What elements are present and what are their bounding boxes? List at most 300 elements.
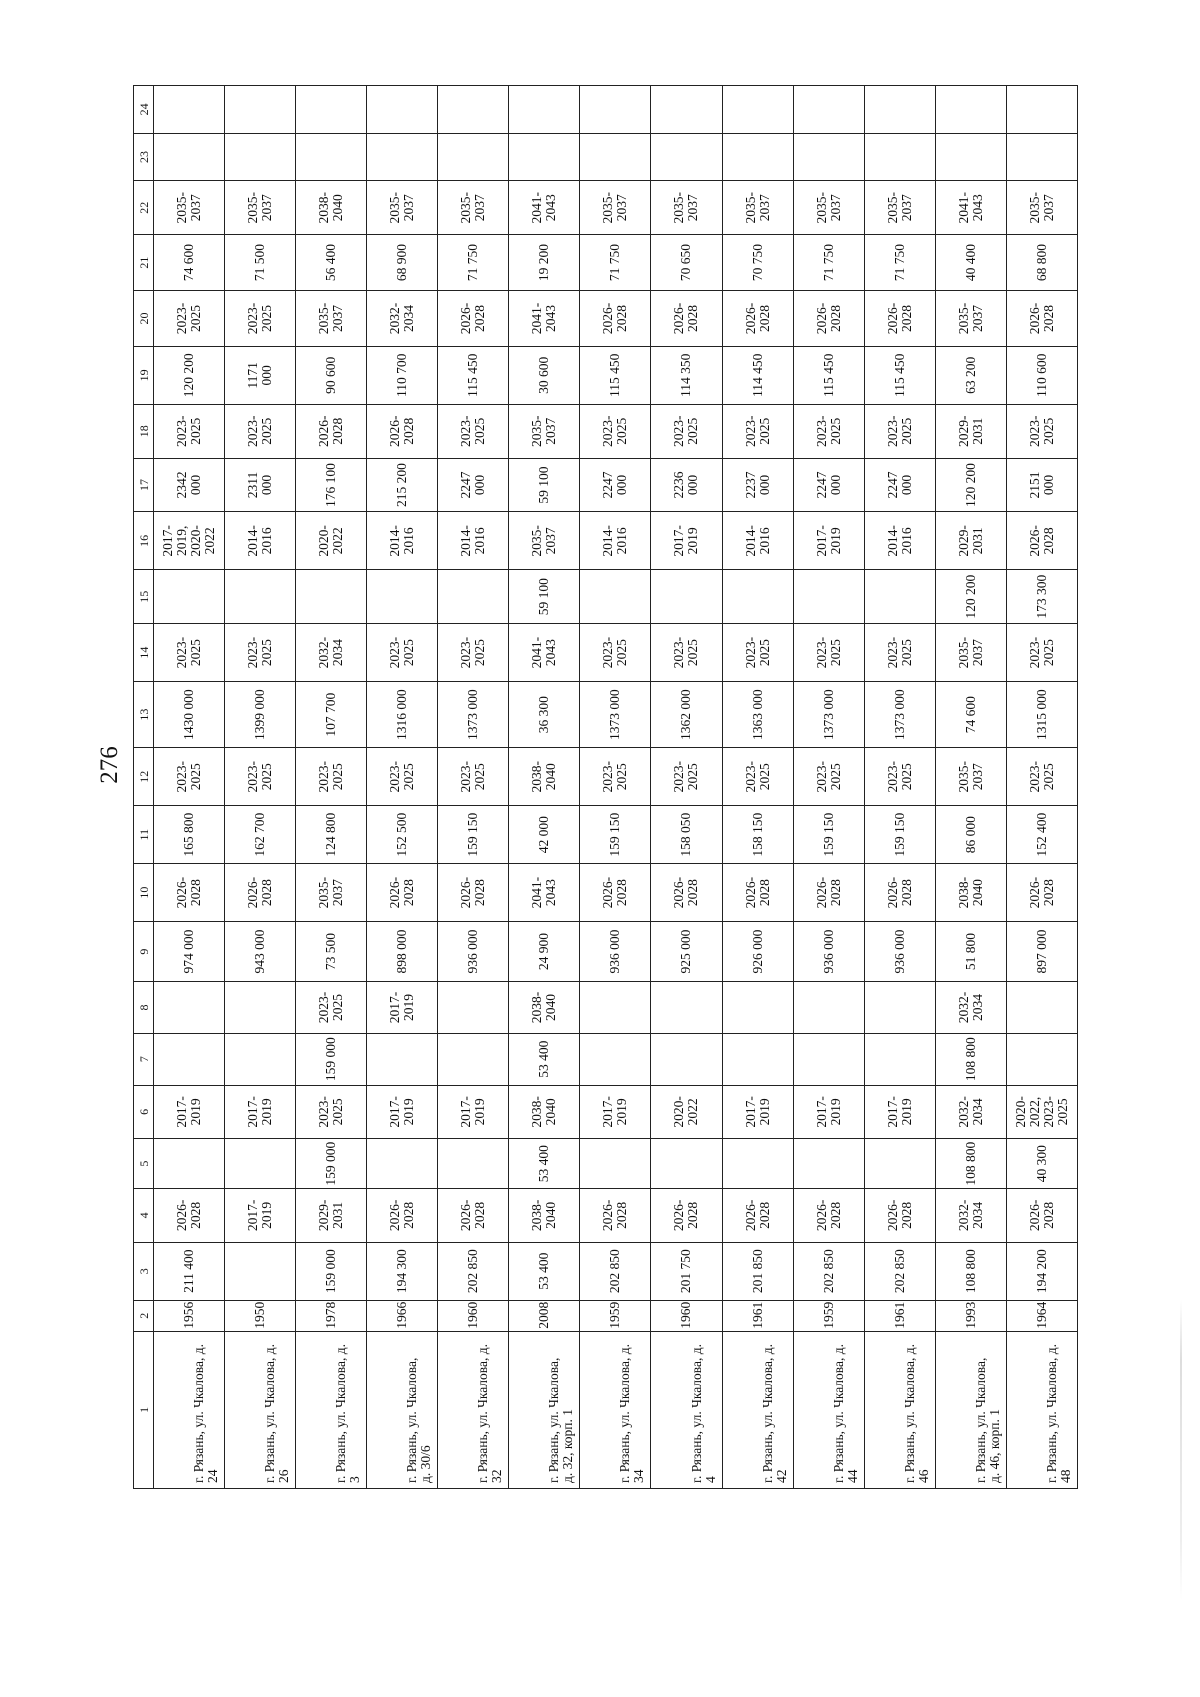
- page-number: 276: [96, 746, 123, 784]
- table-cell-col-12: 2023- 2025: [864, 748, 935, 806]
- table-cell-col-5: 40 300: [1006, 1139, 1077, 1189]
- table-cell-col-14: 2023- 2025: [580, 624, 651, 682]
- table-cell-col-18: 2035- 2037: [509, 404, 580, 458]
- table-cell-col-22: 2035- 2037: [722, 181, 793, 235]
- table-cell-col-16: 2014- 2016: [367, 512, 438, 570]
- table-cell-col-4: 2026- 2028: [438, 1188, 509, 1242]
- table-cell-col-5: [154, 1139, 225, 1189]
- table-cell-col-15: [154, 570, 225, 624]
- table-cell-col-23: [296, 133, 367, 181]
- table-cell-col-9: 51 800: [935, 922, 1006, 982]
- table-cell-col-24: [438, 86, 509, 134]
- table-cell-col-19: 1171 000: [225, 346, 296, 404]
- table-cell-col-11: 162 700: [225, 806, 296, 864]
- table-cell-col-23: [651, 133, 722, 181]
- table-cell-col-12: 2023- 2025: [296, 748, 367, 806]
- table-cell-col-15: [722, 570, 793, 624]
- table-cell-col-21: 71 750: [793, 235, 864, 291]
- table-cell-col-17: 2247 000: [793, 458, 864, 512]
- table-cell-col-16: 2014- 2016: [438, 512, 509, 570]
- table-cell-col-11: 152 400: [1006, 806, 1077, 864]
- table-cell-col-8: [438, 982, 509, 1034]
- table-cell-col-13: 36 300: [509, 682, 580, 748]
- column-number-16: 16: [134, 512, 154, 570]
- table-cell-col-7: [225, 1033, 296, 1085]
- table-cell-col-23: [793, 133, 864, 181]
- table-cell-col-3: 201 850: [722, 1242, 793, 1300]
- table-cell-col-10: 2026- 2028: [793, 864, 864, 922]
- address-cell: г. Рязань, ул. Чкалова, д. 26: [225, 1331, 296, 1488]
- table-cell-col-21: 40 400: [935, 235, 1006, 291]
- table-cell-col-11: 86 000: [935, 806, 1006, 864]
- table-cell-col-21: 70 750: [722, 235, 793, 291]
- table-cell-col-18: 2023- 2025: [580, 404, 651, 458]
- table-row: [367, 86, 438, 1489]
- table-cell-col-4: 2029- 2031: [296, 1188, 367, 1242]
- table-cell-col-7: 53 400: [509, 1033, 580, 1085]
- table-cell-col-17: 2247 000: [580, 458, 651, 512]
- table-cell-col-9: 974 000: [154, 922, 225, 982]
- address-cell: г. Рязань, ул. Чкалова, д. 32: [438, 1331, 509, 1488]
- table-cell-col-5: 159 000: [296, 1139, 367, 1189]
- table-row: [1006, 86, 1077, 1489]
- column-number-3: 3: [134, 1242, 154, 1300]
- table-cell-col-18: 2023- 2025: [651, 404, 722, 458]
- table-cell-col-22: 2035- 2037: [438, 181, 509, 235]
- table-cell-col-13: 107 700: [296, 682, 367, 748]
- table-cell-col-6: 2017- 2019: [367, 1085, 438, 1139]
- table-cell-col-5: [580, 1139, 651, 1189]
- table-cell-col-23: [438, 133, 509, 181]
- table-cell-col-7: [1006, 1033, 1077, 1085]
- column-number-8: 8: [134, 982, 154, 1034]
- table-cell-col-4: 2026- 2028: [580, 1188, 651, 1242]
- table-cell-col-14: 2041- 2043: [509, 624, 580, 682]
- table-cell-col-2: 1961: [722, 1300, 793, 1331]
- table-cell-col-8: [651, 982, 722, 1034]
- table-cell-col-16: 2014- 2016: [722, 512, 793, 570]
- table-cell-col-11: 158 150: [722, 806, 793, 864]
- table-cell-col-16: 2014- 2016: [225, 512, 296, 570]
- table-cell-col-4: 2026- 2028: [722, 1188, 793, 1242]
- table-cell-col-15: 173 300: [1006, 570, 1077, 624]
- table-cell-col-12: 2023- 2025: [154, 748, 225, 806]
- table-cell-col-8: [154, 982, 225, 1034]
- table-cell-col-21: 71 750: [580, 235, 651, 291]
- column-number-4: 4: [134, 1188, 154, 1242]
- table-cell-col-20: 2023- 2025: [225, 291, 296, 347]
- table-cell-col-8: [1006, 982, 1077, 1034]
- table-cell-col-20: 2026- 2028: [722, 291, 793, 347]
- table-cell-col-3: [225, 1242, 296, 1300]
- table-cell-col-24: [225, 86, 296, 134]
- table-cell-col-5: 108 800: [935, 1139, 1006, 1189]
- column-number-1: 1: [134, 1331, 154, 1488]
- table-cell-col-16: 2014- 2016: [580, 512, 651, 570]
- table-cell-col-24: [1006, 86, 1077, 134]
- rotated-table-frame: [133, 85, 1078, 1489]
- table-cell-col-20: 2026- 2028: [651, 291, 722, 347]
- table-cell-col-14: 2032- 2034: [296, 624, 367, 682]
- column-number-24: 24: [134, 86, 154, 134]
- table-cell-col-11: 159 150: [793, 806, 864, 864]
- table-cell-col-12: 2038- 2040: [509, 748, 580, 806]
- table-cell-col-17: 120 200: [935, 458, 1006, 512]
- table-cell-col-3: 53 400: [509, 1242, 580, 1300]
- table-cell-col-22: 2035- 2037: [225, 181, 296, 235]
- column-number-10: 10: [134, 864, 154, 922]
- table-cell-col-20: 2041- 2043: [509, 291, 580, 347]
- table-cell-col-6: 2017- 2019: [438, 1085, 509, 1139]
- table-cell-col-6: 2017- 2019: [722, 1085, 793, 1139]
- table-cell-col-12: 2023- 2025: [225, 748, 296, 806]
- table-cell-col-19: 115 450: [438, 346, 509, 404]
- table-cell-col-3: 211 400: [154, 1242, 225, 1300]
- table-cell-col-19: 115 450: [864, 346, 935, 404]
- table-cell-col-24: [651, 86, 722, 134]
- table-cell-col-8: 2032- 2034: [935, 982, 1006, 1034]
- table-cell-col-9: 24 900: [509, 922, 580, 982]
- table-cell-col-24: [367, 86, 438, 134]
- column-number-18: 18: [134, 404, 154, 458]
- column-number-19: 19: [134, 346, 154, 404]
- table-cell-col-9: 936 000: [580, 922, 651, 982]
- table-cell-col-8: [225, 982, 296, 1034]
- column-number-15: 15: [134, 570, 154, 624]
- table-cell-col-5: [438, 1139, 509, 1189]
- table-cell-col-4: 2026- 2028: [651, 1188, 722, 1242]
- column-number-21: 21: [134, 235, 154, 291]
- table-cell-col-3: 202 850: [793, 1242, 864, 1300]
- table-cell-col-14: 2023- 2025: [225, 624, 296, 682]
- table-cell-col-17: 59 100: [509, 458, 580, 512]
- table-cell-col-18: 2026- 2028: [296, 404, 367, 458]
- table-cell-col-4: 2026- 2028: [864, 1188, 935, 1242]
- table-cell-col-22: 2035- 2037: [864, 181, 935, 235]
- column-number-6: 6: [134, 1085, 154, 1139]
- table-cell-col-13: 1399 000: [225, 682, 296, 748]
- table-cell-col-2: 1966: [367, 1300, 438, 1331]
- table-cell-col-9: 926 000: [722, 922, 793, 982]
- table-cell-col-20: 2026- 2028: [864, 291, 935, 347]
- table-row: [935, 86, 1006, 1489]
- address-cell: г. Рязань, ул. Чкалова, д. 44: [793, 1331, 864, 1488]
- table-cell-col-11: 159 150: [438, 806, 509, 864]
- column-number-23: 23: [134, 133, 154, 181]
- table-cell-col-4: 2026- 2028: [793, 1188, 864, 1242]
- table-cell-col-9: 943 000: [225, 922, 296, 982]
- table-cell-col-2: 1964: [1006, 1300, 1077, 1331]
- column-number-11: 11: [134, 806, 154, 864]
- table-cell-col-12: 2023- 2025: [793, 748, 864, 806]
- table-cell-col-14: 2035- 2037: [935, 624, 1006, 682]
- table-cell-col-24: [793, 86, 864, 134]
- table-cell-col-7: [864, 1033, 935, 1085]
- table-cell-col-17: 2311 000: [225, 458, 296, 512]
- table-cell-col-7: [722, 1033, 793, 1085]
- table-cell-col-6: 2017- 2019: [793, 1085, 864, 1139]
- table-cell-col-22: 2035- 2037: [651, 181, 722, 235]
- table-cell-col-18: 2023- 2025: [225, 404, 296, 458]
- table-cell-col-24: [864, 86, 935, 134]
- table-cell-col-10: 2035- 2037: [296, 864, 367, 922]
- table-cell-col-14: 2023- 2025: [864, 624, 935, 682]
- address-cell: г. Рязань, ул. Чкалова, д. 46: [864, 1331, 935, 1488]
- table-cell-col-17: 215 200: [367, 458, 438, 512]
- address-cell: г. Рязань, ул. Чкалова, д. 48: [1006, 1331, 1077, 1488]
- table-cell-col-22: 2035- 2037: [580, 181, 651, 235]
- table-cell-col-2: 1956: [154, 1300, 225, 1331]
- address-cell: г. Рязань, ул. Чкалова, д. 42: [722, 1331, 793, 1488]
- table-cell-col-18: 2023- 2025: [154, 404, 225, 458]
- table-cell-col-24: [154, 86, 225, 134]
- table-cell-col-15: [864, 570, 935, 624]
- table-cell-col-13: 1373 000: [580, 682, 651, 748]
- table-cell-col-24: [722, 86, 793, 134]
- table-cell-col-5: [367, 1139, 438, 1189]
- table-cell-col-11: 159 150: [864, 806, 935, 864]
- table-cell-col-8: 2023- 2025: [296, 982, 367, 1034]
- column-number-2: 2: [134, 1300, 154, 1331]
- table-cell-col-5: 53 400: [509, 1139, 580, 1189]
- table-cell-col-13: 1362 000: [651, 682, 722, 748]
- table-cell-col-17: 2342 000: [154, 458, 225, 512]
- table-cell-col-19: 114 450: [722, 346, 793, 404]
- table-cell-col-23: [935, 133, 1006, 181]
- column-number-17: 17: [134, 458, 154, 512]
- table-cell-col-13: 1316 000: [367, 682, 438, 748]
- scan-edge-mark: [1180, 1300, 1182, 1600]
- table-cell-col-13: 1373 000: [864, 682, 935, 748]
- table-cell-col-6: 2017- 2019: [580, 1085, 651, 1139]
- table-cell-col-12: 2035- 2037: [935, 748, 1006, 806]
- table-cell-col-15: 59 100: [509, 570, 580, 624]
- column-number-20: 20: [134, 291, 154, 347]
- table-cell-col-23: [1006, 133, 1077, 181]
- table-cell-col-22: 2035- 2037: [1006, 181, 1077, 235]
- table-cell-col-2: 1959: [580, 1300, 651, 1331]
- table-cell-col-18: 2023- 2025: [1006, 404, 1077, 458]
- table-cell-col-21: 71 500: [225, 235, 296, 291]
- table-cell-col-20: 2035- 2037: [296, 291, 367, 347]
- table-cell-col-4: 2026- 2028: [1006, 1188, 1077, 1242]
- table-cell-col-18: 2026- 2028: [367, 404, 438, 458]
- table-cell-col-19: 110 700: [367, 346, 438, 404]
- table-cell-col-21: 56 400: [296, 235, 367, 291]
- table-cell-col-2: 1961: [864, 1300, 935, 1331]
- table-cell-col-8: [580, 982, 651, 1034]
- table-cell-col-5: [225, 1139, 296, 1189]
- table-cell-col-12: 2023- 2025: [367, 748, 438, 806]
- table-cell-col-7: [438, 1033, 509, 1085]
- table-cell-col-17: 2247 000: [438, 458, 509, 512]
- table-cell-col-9: 897 000: [1006, 922, 1077, 982]
- table-cell-col-13: 1315 000: [1006, 682, 1077, 748]
- table-cell-col-23: [509, 133, 580, 181]
- column-number-7: 7: [134, 1033, 154, 1085]
- table-cell-col-11: 158 050: [651, 806, 722, 864]
- table-cell-col-7: 108 800: [935, 1033, 1006, 1085]
- table-cell-col-10: 2026- 2028: [651, 864, 722, 922]
- table-cell-col-13: 1373 000: [793, 682, 864, 748]
- column-number-9: 9: [134, 922, 154, 982]
- address-cell: г. Рязань, ул. Чкалова, д. 32, корп. 1: [509, 1331, 580, 1488]
- table-cell-col-18: 2023- 2025: [793, 404, 864, 458]
- table-cell-col-20: 2032- 2034: [367, 291, 438, 347]
- table-cell-col-20: 2026- 2028: [793, 291, 864, 347]
- table-cell-col-17: 2151 000: [1006, 458, 1077, 512]
- table-cell-col-23: [580, 133, 651, 181]
- address-cell: г. Рязань, ул. Чкалова, д. 34: [580, 1331, 651, 1488]
- table-cell-col-4: 2017- 2019: [225, 1188, 296, 1242]
- table-cell-col-20: 2026- 2028: [438, 291, 509, 347]
- table-cell-col-22: 2041- 2043: [935, 181, 1006, 235]
- table-cell-col-8: 2017- 2019: [367, 982, 438, 1034]
- table-cell-col-7: [580, 1033, 651, 1085]
- table-cell-col-4: 2032- 2034: [935, 1188, 1006, 1242]
- table-cell-col-14: 2023- 2025: [722, 624, 793, 682]
- table-cell-col-18: 2023- 2025: [864, 404, 935, 458]
- table-row: [651, 86, 722, 1489]
- table-row: [722, 86, 793, 1489]
- table-cell-col-7: [793, 1033, 864, 1085]
- table-cell-col-6: 2038- 2040: [509, 1085, 580, 1139]
- table-cell-col-5: [722, 1139, 793, 1189]
- table-cell-col-22: 2038- 2040: [296, 181, 367, 235]
- table-cell-col-14: 2023- 2025: [793, 624, 864, 682]
- table-cell-col-17: 2247 000: [864, 458, 935, 512]
- table-cell-col-8: 2038- 2040: [509, 982, 580, 1034]
- table-cell-col-17: 2236 000: [651, 458, 722, 512]
- table-row: [225, 86, 296, 1489]
- column-number-5: 5: [134, 1139, 154, 1189]
- table-cell-col-19: 114 350: [651, 346, 722, 404]
- table-cell-col-2: 1960: [651, 1300, 722, 1331]
- table-cell-col-13: 1373 000: [438, 682, 509, 748]
- table-cell-col-18: 2029- 2031: [935, 404, 1006, 458]
- table-cell-col-10: 2026- 2028: [154, 864, 225, 922]
- table-cell-col-16: 2017- 2019: [651, 512, 722, 570]
- table-cell-col-19: 115 450: [793, 346, 864, 404]
- table-cell-col-2: 1978: [296, 1300, 367, 1331]
- table-cell-col-10: 2026- 2028: [438, 864, 509, 922]
- rotated-table-container: [133, 85, 1078, 1489]
- table-cell-col-16: 2017- 2019, 2020- 2022: [154, 512, 225, 570]
- table-cell-col-4: 2026- 2028: [367, 1188, 438, 1242]
- table-cell-col-20: 2023- 2025: [154, 291, 225, 347]
- table-cell-col-7: [154, 1033, 225, 1085]
- table-cell-col-19: 110 600: [1006, 346, 1077, 404]
- table-cell-col-23: [154, 133, 225, 181]
- table-cell-col-14: 2023- 2025: [367, 624, 438, 682]
- table-cell-col-21: 71 750: [438, 235, 509, 291]
- table-cell-col-9: 936 000: [793, 922, 864, 982]
- table-cell-col-15: [225, 570, 296, 624]
- table-cell-col-8: [722, 982, 793, 1034]
- table-cell-col-6: 2017- 2019: [225, 1085, 296, 1139]
- table-cell-col-11: 42 000: [509, 806, 580, 864]
- table-row: [296, 86, 367, 1489]
- table-cell-col-24: [296, 86, 367, 134]
- table-cell-col-9: 73 500: [296, 922, 367, 982]
- table-cell-col-10: 2026- 2028: [1006, 864, 1077, 922]
- table-cell-col-24: [580, 86, 651, 134]
- table-cell-col-7: [651, 1033, 722, 1085]
- table-cell-col-4: 2038- 2040: [509, 1188, 580, 1242]
- table-cell-col-21: 68 800: [1006, 235, 1077, 291]
- address-cell: г. Рязань, ул. Чкалова, д. 30/6: [367, 1331, 438, 1488]
- table-cell-col-10: 2026- 2028: [722, 864, 793, 922]
- table-cell-col-9: 898 000: [367, 922, 438, 982]
- table-cell-col-24: [935, 86, 1006, 134]
- table-cell-col-4: 2026- 2028: [154, 1188, 225, 1242]
- table-cell-col-12: 2023- 2025: [438, 748, 509, 806]
- table-cell-col-18: 2023- 2025: [438, 404, 509, 458]
- address-cell: г. Рязань, ул. Чкалова, д. 46, корп. 1: [935, 1331, 1006, 1488]
- table-cell-col-23: [864, 133, 935, 181]
- table-cell-col-10: 2026- 2028: [225, 864, 296, 922]
- table-cell-col-12: 2023- 2025: [1006, 748, 1077, 806]
- table-row: [864, 86, 935, 1489]
- table-cell-col-10: 2041- 2043: [509, 864, 580, 922]
- table-cell-col-6: 2017- 2019: [154, 1085, 225, 1139]
- table-cell-col-21: 71 750: [864, 235, 935, 291]
- table-row: [509, 86, 580, 1489]
- table-cell-col-15: 120 200: [935, 570, 1006, 624]
- table-cell-col-5: [793, 1139, 864, 1189]
- column-number-14: 14: [134, 624, 154, 682]
- address-cell: г. Рязань, ул. Чкалова, д. 4: [651, 1331, 722, 1488]
- table-cell-col-6: 2032- 2034: [935, 1085, 1006, 1139]
- table-cell-col-2: 2008: [509, 1300, 580, 1331]
- table-cell-col-9: 936 000: [438, 922, 509, 982]
- table-cell-col-10: 2026- 2028: [580, 864, 651, 922]
- column-number-row: [134, 86, 154, 1489]
- table-cell-col-11: 152 500: [367, 806, 438, 864]
- table-cell-col-3: 202 850: [438, 1242, 509, 1300]
- column-number-12: 12: [134, 748, 154, 806]
- table-cell-col-2: 1950: [225, 1300, 296, 1331]
- table-cell-col-6: 2020- 2022: [651, 1085, 722, 1139]
- table-cell-col-6: 2023- 2025: [296, 1085, 367, 1139]
- table-cell-col-19: 90 600: [296, 346, 367, 404]
- table-cell-col-16: 2017- 2019: [793, 512, 864, 570]
- table-cell-col-16: 2035- 2037: [509, 512, 580, 570]
- table-cell-col-14: 2023- 2025: [154, 624, 225, 682]
- table-cell-col-16: 2026- 2028: [1006, 512, 1077, 570]
- table-cell-col-14: 2023- 2025: [651, 624, 722, 682]
- table-cell-col-11: 124 800: [296, 806, 367, 864]
- table-cell-col-13: 1430 000: [154, 682, 225, 748]
- table-cell-col-23: [722, 133, 793, 181]
- table-cell-col-20: 2026- 2028: [580, 291, 651, 347]
- table-cell-col-13: 1363 000: [722, 682, 793, 748]
- table-cell-col-23: [367, 133, 438, 181]
- table-cell-col-14: 2023- 2025: [438, 624, 509, 682]
- table-cell-col-14: 2023- 2025: [1006, 624, 1077, 682]
- table-cell-col-12: 2023- 2025: [722, 748, 793, 806]
- table-cell-col-3: 159 000: [296, 1242, 367, 1300]
- table-cell-col-12: 2023- 2025: [580, 748, 651, 806]
- table-cell-col-19: 30 600: [509, 346, 580, 404]
- table-cell-col-16: 2029- 2031: [935, 512, 1006, 570]
- table-cell-col-6: 2017- 2019: [864, 1085, 935, 1139]
- table-cell-col-19: 63 200: [935, 346, 1006, 404]
- table-cell-col-3: 194 200: [1006, 1242, 1077, 1300]
- table-cell-col-2: 1959: [793, 1300, 864, 1331]
- table-cell-col-15: [296, 570, 367, 624]
- table-cell-col-15: [580, 570, 651, 624]
